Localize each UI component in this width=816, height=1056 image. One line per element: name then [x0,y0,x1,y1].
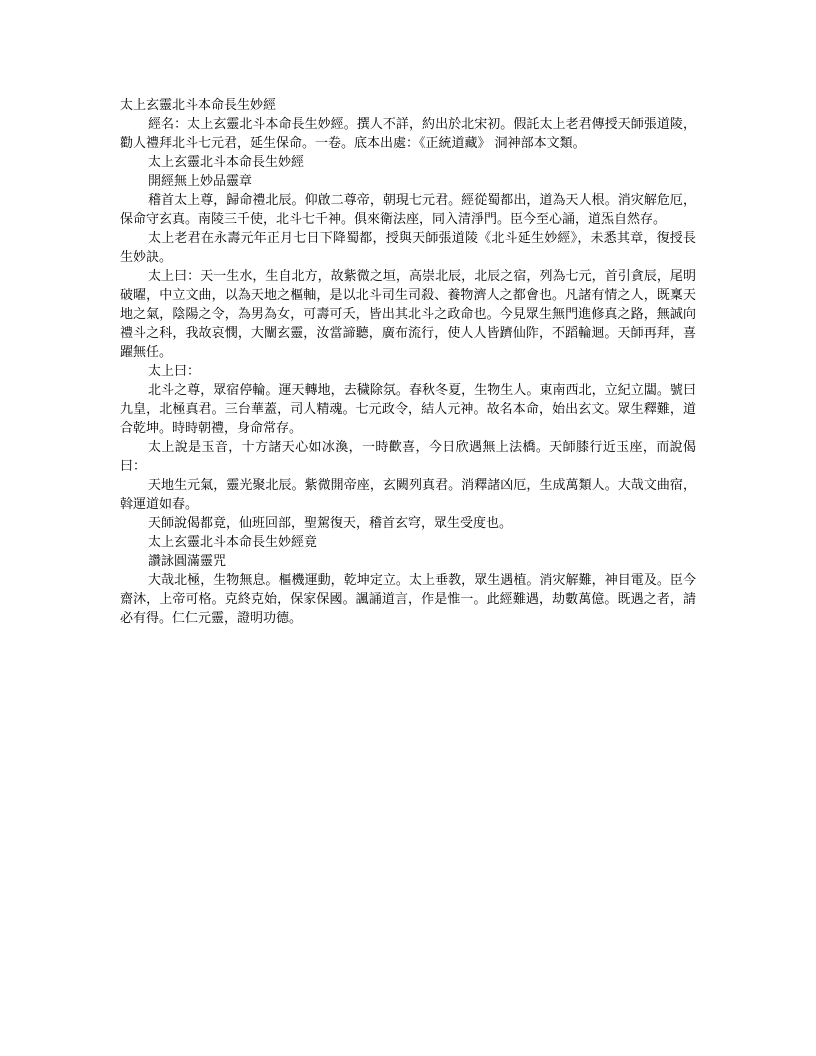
paragraph-beidou-verse: 北斗之尊，眾宿停輪。運天轉地，去穢除氛。春秋冬夏，生物生人。東南西北，立紀立闆。號曰九皇，北極真君。三台華蓋，司人精魂。七元政令，結人元神。故名本命，始出玄文。眾生釋難，道合乾坤。時時朝禮，身命常存。 [120,383,696,436]
paragraph-taishang-says: 太上曰： [148,364,201,379]
paragraph-mantra-verse: 大哉北極，生物無息。樞機運動，乾坤定立。太上垂教，眾生遇植。消灾解難，神目電及。臣今齋沐，上帝可格。克終克始，保家保國。諷誦道言，作是惟一。此經難遇，劫數萬億。既遇之者，請必有得。仁仁元靈，證明功德。 [120,573,696,626]
paragraph-jade-sound: 太上說是玉音，十方諸天心如冰渙，一時歡喜，今日欣遇無上法橋。天師膝行近玉座，而說偈曰： [120,440,696,474]
paragraph-scripture-info: 經名：太上玄靈北斗本命長生妙經。撰人不詳，約出於北宋初。假託太上老君傳授天師張道陵，勸人禮拜北斗七元君，延生保命。一卷。底本出處：《正統道藏》 洞神部本文類。 [120,117,696,151]
paragraph-scripture-end: 太上玄靈北斗本命長生妙經竟 [148,535,318,550]
paragraph-narrative: 太上老君在永壽元年正月七日下降蜀都，授與天師張道陵《北斗延生妙經》，未悉其章，復授長生妙訣。 [120,231,696,265]
paragraph-conclusion: 天師說偈都竟，仙班回部，聖駕復天，稽首玄穹，眾生受度也。 [148,516,513,531]
paragraph-mantra-heading: 讚詠圓滿靈咒 [148,554,227,569]
paragraph-taishang-discourse: 太上曰：天一生水，生自北方，故紫微之垣，高崇北辰，北辰之宿，列為七元，首引貪辰，尾明破曜，中立文曲，以為天地之樞軸，是以北斗司生司殺、養物濟人之都會也。凡諸有情之人，既稟天地之氣，陰陽之令，為男為女，可壽可夭，皆出其北斗之政命也。今見眾生無門進修真之路，無誠向禮斗之科，我故哀憫，大闡玄靈，汝當諦聽，廣布流行，使人人皆躋仙阼，不蹈輪迴。天師再拜，喜躍無任。 [120,269,696,360]
paragraph-opening-verse: 稽首太上尊，歸命禮北辰。仰啟二尊帝，朝現七元君。經從蜀都出，道為天人根。消灾解危厄，保命守玄真。南陵三千使，北斗七千神。俱來衛法座，同入清淨門。臣今至心誦，道炁自然存。 [120,193,696,227]
paragraph-opening-chapter-heading: 開經無上妙品靈章 [148,174,253,189]
paragraph-scripture-heading: 太上玄靈北斗本命長生妙經 [148,155,305,170]
document-title: 太上玄靈北斗本命長生妙經 [120,98,277,113]
paragraph-gatha: 天地生元氣，靈光聚北辰。紫微開帝座，玄闕列真君。消釋諸凶厄，生成萬類人。大哉文曲宿，斡運道如春。 [120,478,696,512]
document-page [120,96,696,628]
